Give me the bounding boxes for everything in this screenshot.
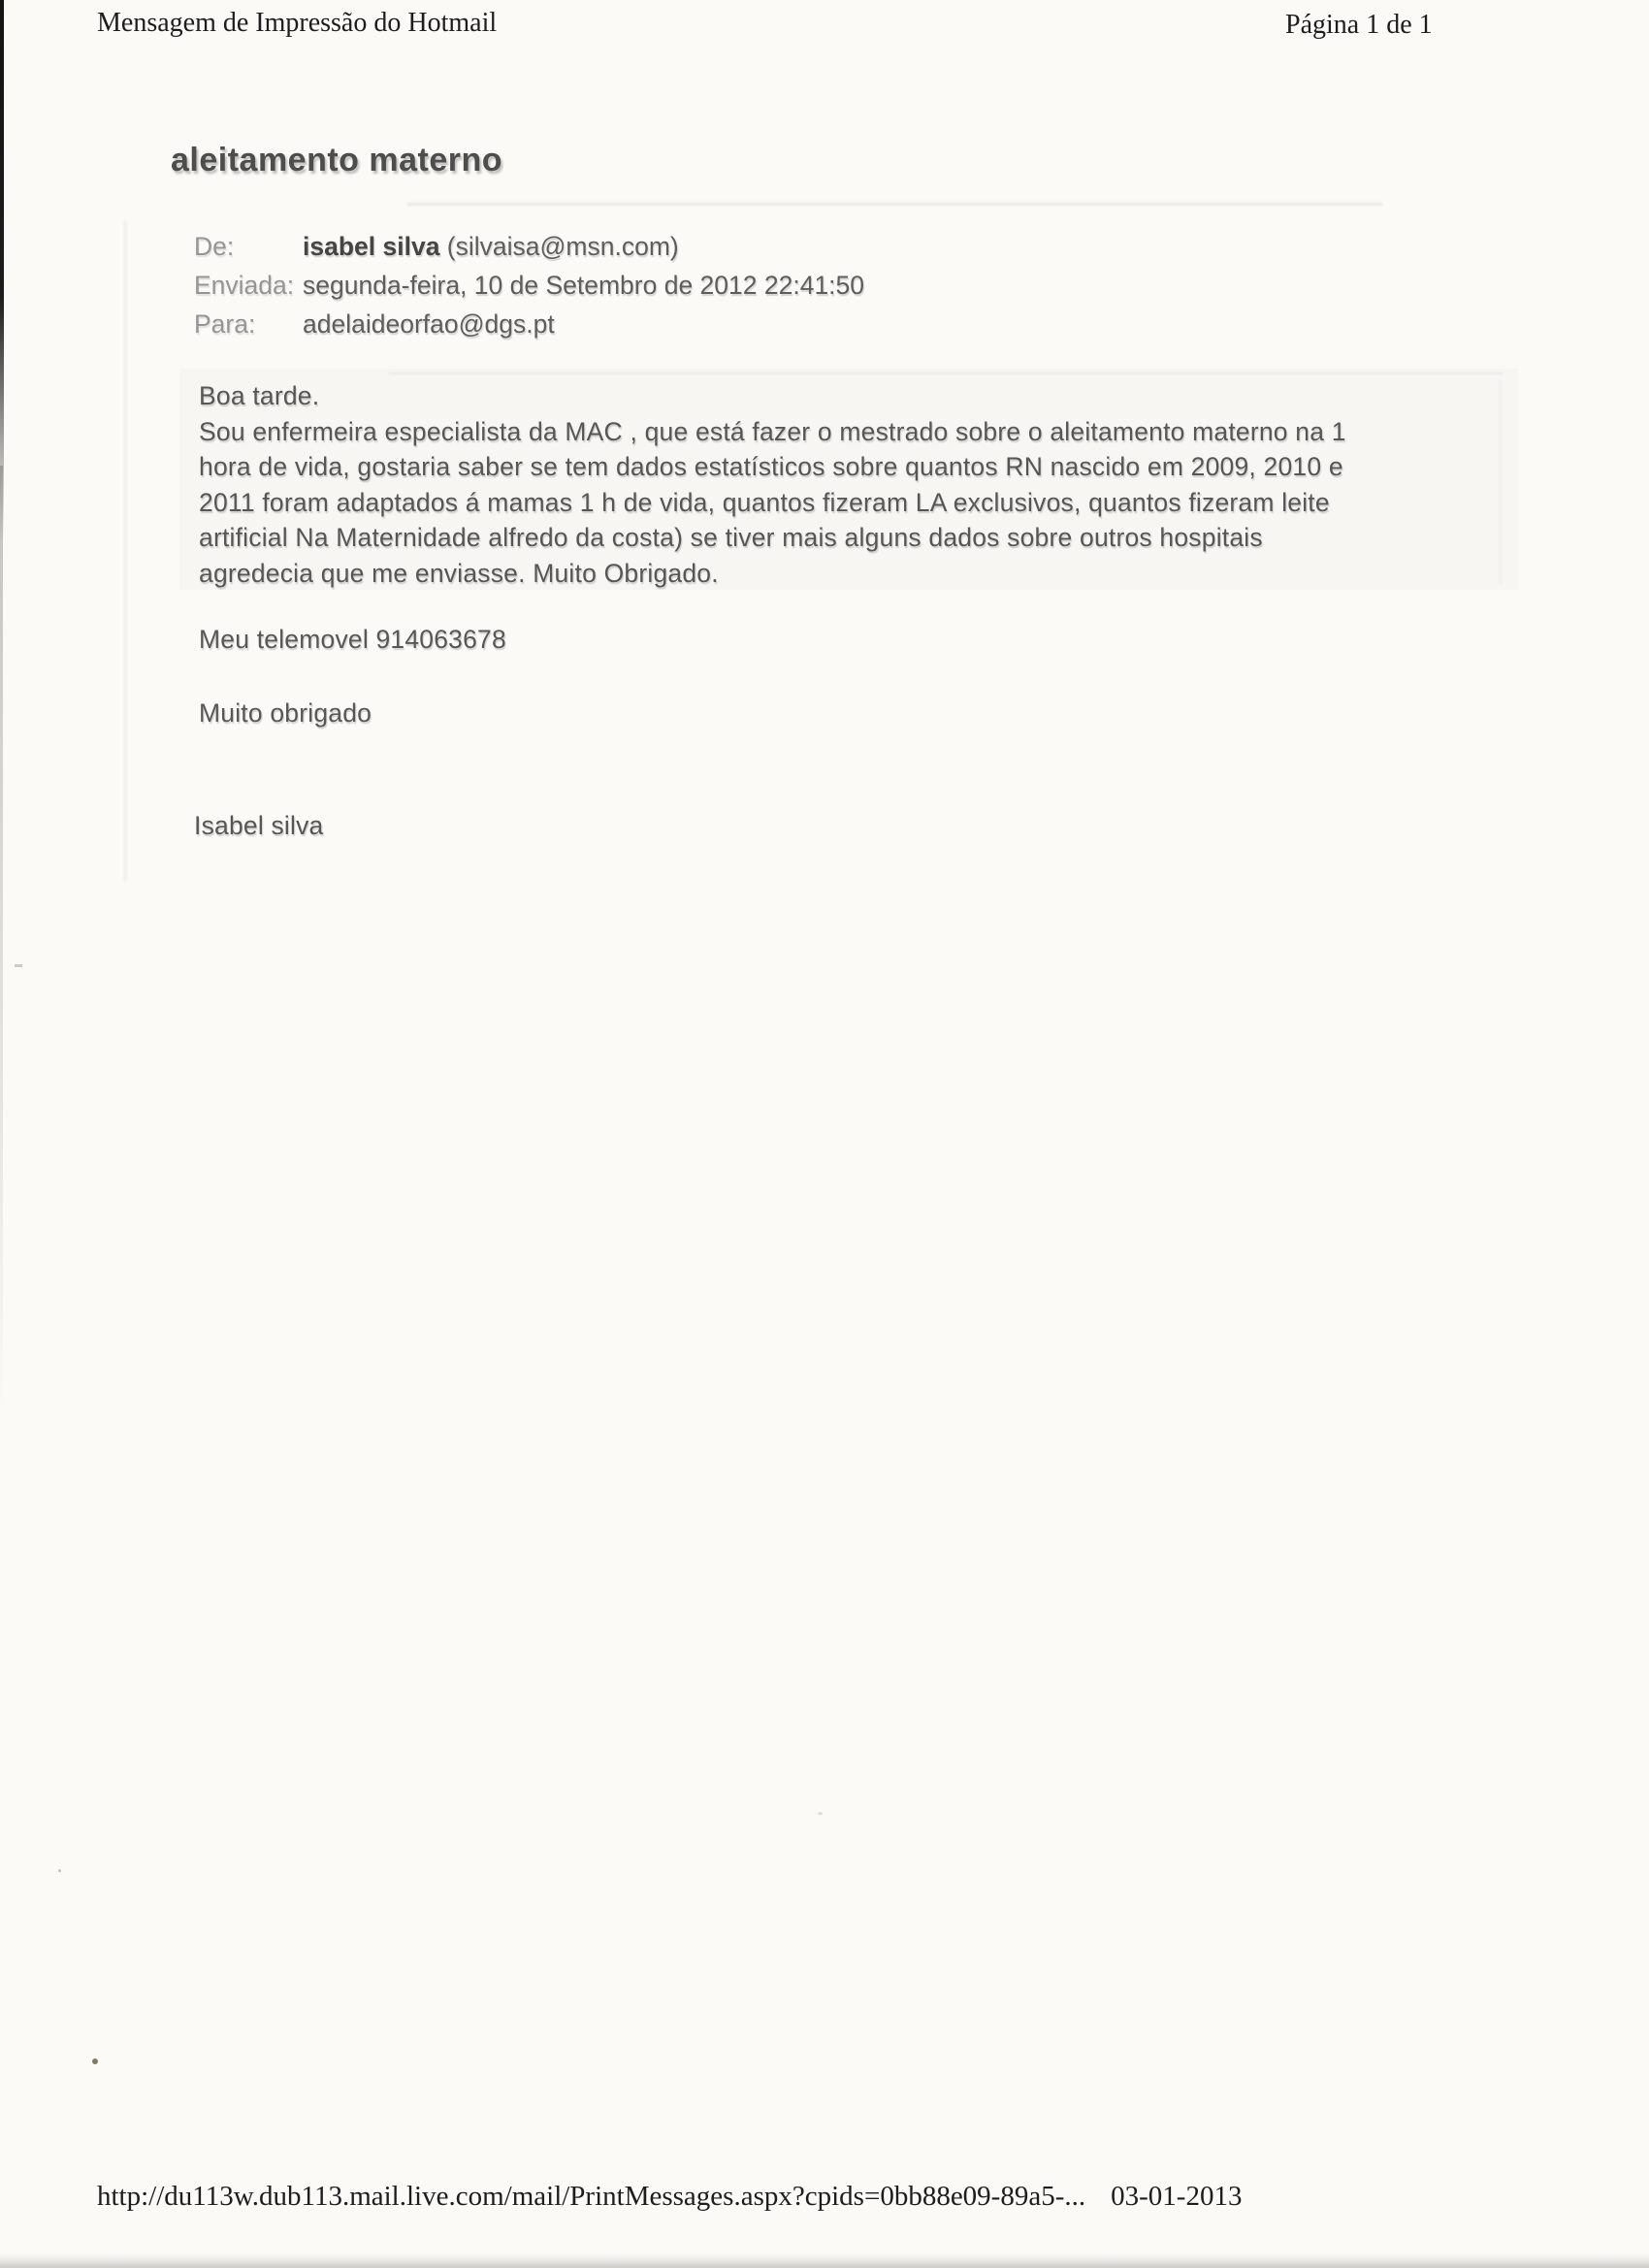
- from-name: isabel silva: [303, 232, 440, 261]
- print-header-page-number: Página 1 de 1: [1285, 10, 1433, 40]
- sent-label: Enviada:: [194, 271, 295, 300]
- to-address: adelaideorfao@dgs.pt: [303, 309, 555, 339]
- print-header-title: Mensagem de Impressão do Hotmail: [97, 8, 498, 38]
- scan-speck: [92, 2058, 98, 2064]
- from-email: (silvaisa@msn.com): [439, 232, 679, 261]
- sent-datetime: segunda-feira, 10 de Setembro de 2012 22:41:50: [303, 271, 865, 300]
- print-footer: [97, 2181, 1552, 2213]
- scan-speck: [58, 1869, 61, 1872]
- email-header-from: [194, 232, 679, 265]
- email-body-paragraph: [199, 378, 1346, 591]
- scan-vertical-streak-right: [1500, 380, 1502, 584]
- email-body-line: agredecia que me enviasse. Muito Obrigado.: [199, 558, 719, 588]
- email-signature: Isabel silva: [194, 811, 324, 840]
- scan-smudge-above-paragraph: [388, 373, 1504, 374]
- scan-speck: [818, 1812, 823, 1815]
- email-body-line: hora de vida, gostaria saber se tem dados estatísticos sobre quantos RN nascido em 2009, 2010 e: [199, 452, 1343, 481]
- scan-edge-light-strip: [0, 466, 3, 1416]
- scan-bottom-shadow-band: [0, 2253, 1649, 2268]
- email-body-line: 2011 foram adaptados á mamas 1 h de vida, quantos fizeram LA exclusivos, quantos fizeram leite: [199, 487, 1330, 517]
- email-header-to: [194, 309, 555, 342]
- print-footer-url: http://du113w.dub113.mail.live.com/mail/PrintMessages.aspx?cpids=0bb88e09-89a5-...: [97, 2181, 1086, 2212]
- email-subject-title: aleitamento materno: [171, 142, 503, 178]
- email-header-sent: [194, 271, 864, 304]
- email-closing-line: Muito obrigado: [199, 698, 372, 728]
- print-footer-date: 03-01-2013: [1111, 2181, 1243, 2212]
- email-body-line: Sou enfermeira especialista da MAC , que está fazer o mestrado sobre o aleitamento materno na 1: [199, 416, 1346, 446]
- scan-speck: [15, 964, 22, 967]
- email-body-line: artificial Na Maternidade alfredo da costa) se tiver mais alguns dados sobre outros hospitais: [199, 523, 1263, 552]
- scan-edge-dark-strip: [0, 0, 4, 543]
- email-body-line: Boa tarde.: [199, 381, 320, 410]
- from-label: De:: [194, 232, 235, 261]
- scan-vertical-streak-left: [124, 221, 127, 881]
- to-label: Para:: [194, 309, 256, 339]
- scan-smudge-under-title: [407, 203, 1382, 206]
- email-phone-line: Meu telemovel 914063678: [199, 625, 506, 654]
